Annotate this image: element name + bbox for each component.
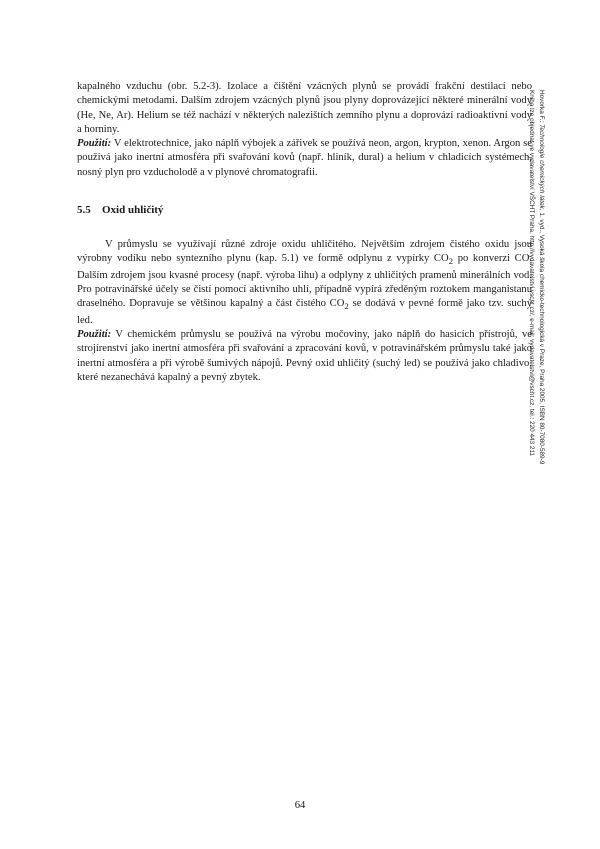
paragraph-co2-sources: V průmyslu se využívají různé zdroje oxidu uhličitého. Největším zdrojem čistého oxidu jsou výrobny vodíku nebo syntezního plynu (kap. 5.1) ve formě odplynu z vypírky $CO_2$ po konverzi CO. Dalším zdrojem jsou kvasné procesy (např. výroba lihu) a odplyny z uhličitých pramenů minerálních vod. Pro potravinářské účely se čistí pomocí aktivního uhlí, případně vypírá zředěným roztokem manganistanu draselného. Dopravuje se většinou kapalný a část čistého $CO_2$ se dodává v pevné formě jako tzv. suchý led. (77, 239, 532, 326)
section-heading (77, 204, 163, 216)
book-title: Technologie chemických látek (538, 124, 545, 209)
subscript: 2 (344, 301, 349, 312)
uses-text: V chemickém průmyslu se používá na výrobu močoviny, jako náplň do hasicích přístrojů, ve strojírenství jako inertní atmosféra při svařování a zpracování kovů, v potravinářském průmyslu také jako inertní atmosféra a při výrobě šumivých nápojů. Pevný oxid uhličitý (suchý led) se používá jako chladivo, které nezanechává kapalný a pevný zbytek. (77, 329, 532, 383)
citation-line-1: Hovorka F.: Technologie chemických látek, 1. vyd., Vysoká škola chemicko-technologická v Praze, Praha 2005, ISBN 80-7080-589-9 (538, 90, 545, 465)
paragraph-co2-uses (77, 328, 532, 385)
section-title: Oxid uhličitý (102, 204, 164, 216)
paragraph-noble-gas-uses (77, 137, 532, 180)
subscript: 2 (448, 256, 454, 267)
uses-label: Použití: (77, 138, 112, 150)
uses-text: V elektrotechnice, jako náplň výbojek a zářivek se používá neon, argon, krypton, xenon. Argon se používá jako inertní atmosféra při svařování kovů (např. hliník, dural) a helium v chladicích systémech, nosný plyn pro vzducholodě a v plynové chromatografii. (77, 138, 532, 178)
citation-line-2: Kniha lze objednat ve vydavatelství VŠCHT Praha, http://vydavatelstvi.vscht.cz/, e-mail: vydavatelstvi@vscht.cz, tel.: 220 443 211 (528, 90, 536, 457)
paragraph-noble-gas-sources: kapalného vzduchu (obr. 5.2-3). Izolace a čištění vzácných plynů se provádí frakční destilací nebo chemickými metodami. Dalším zdrojem vzácných plynů jsou plyny doprovázející některé minerální vody (He, Ne, Ar). Helium se též nachází v některých nalezištích zemního plynu a doprovází radioaktivní vody a horniny. (77, 81, 532, 135)
section-number: 5.5 (77, 204, 91, 216)
citation-side-note (527, 90, 546, 610)
top-text-block (77, 80, 532, 180)
page-number: 64 (294, 800, 306, 811)
section-text-block (77, 238, 532, 385)
uses-label: Použití: (77, 329, 112, 340)
